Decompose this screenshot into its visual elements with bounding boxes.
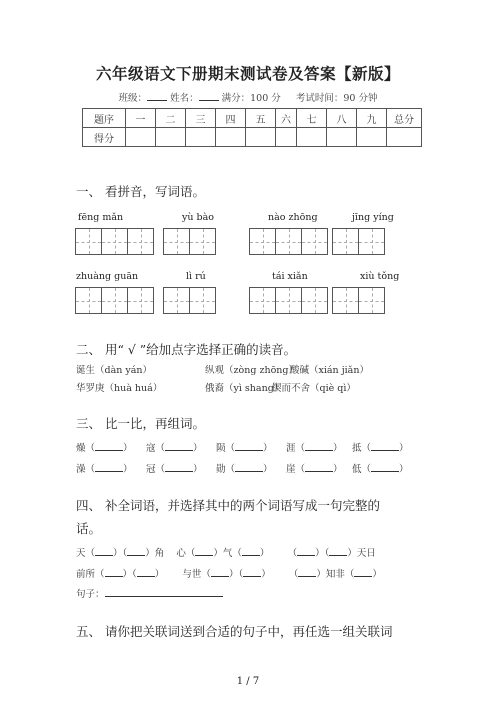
section-3-heading: 三、 比一比，再组词。	[76, 416, 205, 431]
answer-blank[interactable]	[211, 567, 229, 577]
score-cell[interactable]	[297, 128, 327, 147]
answer-blank[interactable]	[95, 546, 113, 556]
char: 勋	[216, 464, 226, 475]
char: 燥	[76, 443, 86, 454]
answer-blank[interactable]	[137, 567, 155, 577]
answer-blank[interactable]	[305, 441, 333, 451]
char: 寇	[146, 443, 156, 454]
word-item: 陨（ ）	[216, 443, 273, 454]
word-item: 寇（ ）	[146, 443, 203, 454]
answer-blank[interactable]	[165, 462, 193, 472]
score-header: 一	[126, 109, 156, 128]
answer-blank[interactable]	[243, 567, 261, 577]
pinyin: nào zhōng	[268, 212, 318, 223]
class-blank	[147, 91, 167, 101]
word-item: 冠（ ）	[146, 464, 203, 475]
score-header: 六	[276, 109, 297, 128]
page-number: 1 / 7	[236, 676, 260, 687]
score-header: 二	[156, 109, 186, 128]
reading-item: 俄裔（yì shang）	[205, 383, 284, 394]
char: 陨	[216, 443, 226, 454]
writing-grid[interactable]	[249, 287, 327, 314]
answer-blank[interactable]	[195, 546, 213, 556]
word-item: 低（ ）	[352, 464, 409, 475]
score-header: 九	[357, 109, 387, 128]
answer-blank[interactable]	[297, 546, 315, 556]
score-header: 八	[327, 109, 357, 128]
text: （	[288, 569, 299, 580]
word-item: 抵（ ）	[352, 443, 409, 454]
score-header: 总分	[387, 109, 422, 128]
text: 前所（	[76, 569, 105, 580]
pinyin: zhuàng guān	[76, 271, 139, 282]
text: ）	[259, 548, 270, 559]
char: 抵	[352, 443, 362, 454]
reading-item: 锲而不舍（qiè qì）	[272, 383, 356, 394]
section-1-heading: 一、 看拼音，写词语。	[76, 184, 205, 199]
answer-blank[interactable]	[354, 567, 372, 577]
answer-blank[interactable]	[105, 567, 123, 577]
class-label: 班级：	[118, 93, 148, 104]
score-cell[interactable]	[276, 128, 297, 147]
text: ）	[261, 569, 271, 580]
score-cell[interactable]	[186, 128, 216, 147]
text: ）天日	[347, 548, 376, 559]
answer-blank[interactable]	[242, 546, 260, 556]
writing-grid[interactable]	[75, 287, 153, 314]
text: ）（	[228, 569, 244, 580]
text: 与世（	[182, 569, 211, 580]
reading-item: 华罗庚（huà huá）	[76, 383, 163, 394]
text: ）知非（	[316, 569, 355, 580]
name-blank	[199, 91, 219, 101]
word-item: 崖（ ）	[286, 464, 343, 475]
section-4-heading: 四、 补全词语，并选择其中的两个词语写成一句完整的	[76, 498, 380, 513]
writing-grid[interactable]	[163, 228, 215, 255]
char: 冠	[146, 464, 156, 475]
answer-blank[interactable]	[95, 441, 123, 451]
writing-grid[interactable]	[75, 228, 153, 255]
pinyin: tái xiǎn	[272, 271, 308, 282]
score-table	[82, 108, 422, 147]
pinyin: jīng yíng	[352, 212, 394, 223]
answer-blank[interactable]	[329, 546, 347, 556]
word-item: 涯（ ）	[286, 443, 343, 454]
section-2-heading: 二、 用“ √ ”给加点字选择正确的读音。	[76, 342, 297, 357]
answer-blank[interactable]	[371, 462, 399, 472]
score-label: 满分：100 分	[221, 93, 281, 104]
text: ）（	[315, 548, 330, 559]
score-cell[interactable]	[357, 128, 387, 147]
page-title: 六年级语文下册期末测试卷及答案【新版】	[95, 64, 400, 83]
char: 低	[352, 464, 362, 475]
sentence-row	[76, 586, 223, 600]
score-cell[interactable]	[156, 128, 186, 147]
score-header: 五	[246, 109, 276, 128]
answer-blank[interactable]	[165, 441, 193, 451]
answer-blank[interactable]	[95, 462, 123, 472]
text: 天（	[76, 548, 96, 559]
text: ）（	[122, 569, 137, 580]
answer-blank[interactable]	[235, 462, 263, 472]
section-4-heading-cont: 话。	[76, 521, 102, 536]
score-row	[83, 128, 422, 147]
pinyin: lì rú	[186, 271, 206, 282]
score-cell[interactable]	[246, 128, 276, 147]
score-cell[interactable]	[387, 128, 422, 147]
sentence-label: 句子：	[76, 589, 105, 600]
text: （	[287, 548, 298, 559]
writing-grid[interactable]	[163, 287, 215, 314]
pinyin: fēng mǎn	[78, 212, 124, 223]
score-cell[interactable]	[327, 128, 357, 147]
time-label: 考试时间：90 分钟	[295, 93, 378, 104]
writing-grid[interactable]	[332, 228, 384, 255]
score-cell[interactable]	[126, 128, 156, 147]
idiom-row-2	[76, 566, 382, 580]
text: ）	[372, 569, 382, 580]
writing-grid[interactable]	[249, 228, 327, 255]
score-row-label: 得分	[83, 128, 126, 147]
text: ）角	[145, 548, 165, 559]
word-item: 勋（ ）	[216, 464, 273, 475]
text: ）	[154, 569, 165, 580]
word-item: 澡（ ）	[76, 464, 133, 475]
score-header: 题序	[83, 109, 126, 128]
idiom-row-1	[76, 545, 376, 559]
char: 涯	[286, 443, 296, 454]
char: 澡	[76, 464, 86, 475]
score-header: 四	[216, 109, 246, 128]
section-5-heading: 五、 请你把关联词送到合适的句子中，再任选一组关联词	[76, 624, 393, 639]
score-cell[interactable]	[216, 128, 246, 147]
answer-blank[interactable]	[305, 462, 333, 472]
text: 心（	[176, 548, 196, 559]
word-item: 燥（ ）	[76, 443, 133, 454]
sentence-blank[interactable]	[105, 587, 223, 597]
answer-blank[interactable]	[235, 441, 263, 451]
reading-item: 诞生（dàn yán）	[76, 365, 153, 376]
exam-info	[0, 90, 496, 104]
pinyin: yù bào	[182, 212, 214, 223]
score-header-row	[83, 109, 422, 128]
pinyin: xiù tǒng	[360, 271, 400, 282]
reading-item: 酸碱（xián jiǎn）	[290, 365, 369, 376]
answer-blank[interactable]	[298, 567, 316, 577]
answer-blank[interactable]	[371, 441, 399, 451]
text: ）（	[113, 548, 128, 559]
reading-item: 纵观（zòng zhōng）	[205, 365, 298, 376]
name-label: 姓名：	[170, 93, 199, 104]
answer-blank[interactable]	[127, 546, 145, 556]
score-header: 七	[297, 109, 327, 128]
writing-grid[interactable]	[332, 287, 384, 314]
score-header: 三	[186, 109, 216, 128]
text: ）气（	[213, 548, 242, 559]
char: 崖	[286, 464, 296, 475]
